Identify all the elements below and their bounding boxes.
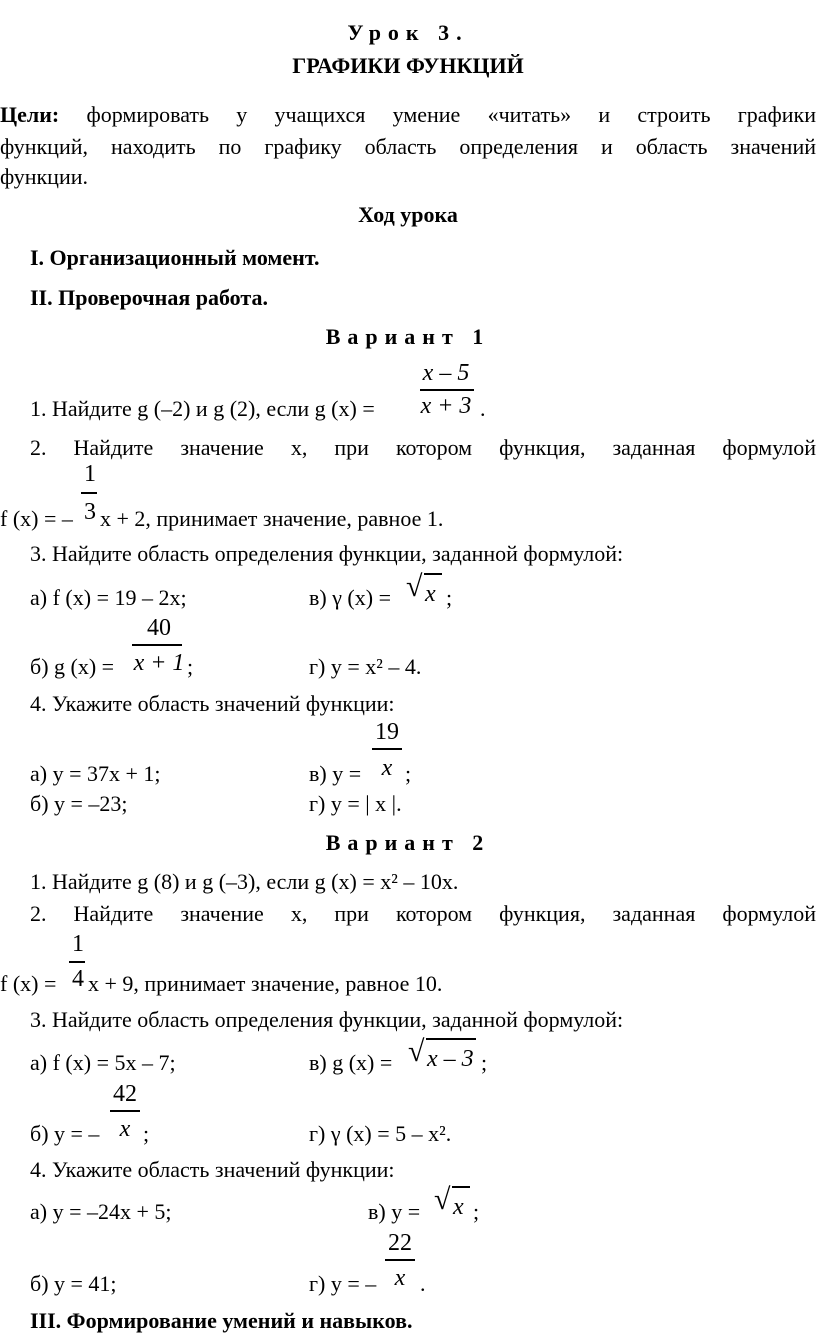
goals-line-1 [0,104,816,126]
v2-task-1: 1. Найдите g (8) и g (–3), если g (x) = x² – 10x. [30,869,459,894]
course-heading: Ход урока [358,202,458,227]
v2-t4-v-end: ; [473,1199,480,1224]
v1-t2-numerator: 1 [84,461,96,487]
v2-t3-v-prefix: в) g (x) = [309,1050,393,1075]
v2-t3-b-fraction-bar [110,1110,140,1112]
v2-t3-b-denominator: x [119,1116,131,1142]
v1-t4-g: г) y = | x |. [309,791,402,816]
v1-task-2: 2. Найдите значение x, при котором функция, заданная формулой [30,435,816,460]
v1-task-1: 1. Найдите g (–2) и g (2), если g (x) = [30,396,375,421]
v2-task-2: 2. Найдите значение x, при котором функция, заданная формулой [30,901,816,926]
v1-t3-v-sqrt-sign: √ [406,570,423,603]
v1-t1-denominator: x + 3 [420,393,472,419]
v2-t3-v-radicand: x – 3 [427,1046,474,1072]
v2-t4-v-sqrt-sign: √ [434,1183,451,1216]
variant-1-heading: Вариант 1 [325,324,491,349]
goals-label: Цели: [0,102,60,127]
v1-t1-end: . [480,396,486,421]
v1-t3-g: г) y = x² – 4. [309,654,422,679]
v2-t3-b-numerator: 42 [113,1081,137,1107]
v2-t4-g-denominator: x [394,1265,406,1291]
v2-t4-g-prefix: г) y = – [309,1271,377,1296]
v2-t4-b: б) y = 41; [30,1271,117,1296]
v2-t4-a: а) y = –24x + 5; [30,1199,172,1224]
v2-t4-v-radicand: x [453,1194,464,1220]
v2-t4-g-end: . [420,1271,426,1296]
v1-t3-b-numerator: 40 [147,615,171,641]
v2-task-3: 3. Найдите область определения функции, заданной формулой: [30,1007,624,1032]
v1-t4-v-denominator: x [381,755,393,781]
v1-t1-fraction-bar [420,389,474,391]
v1-t3-v-sqrt-bar [424,573,442,575]
lesson-number: Урок 3. [347,20,469,45]
v2-t3-v-sqrt-bar [426,1038,476,1040]
v1-t4-b: б) y = –23; [30,791,128,816]
v1-t3-v-end: ; [446,585,453,610]
v1-t4-v-numerator: 19 [375,719,399,745]
stage-2: II. Проверочная работа. [30,285,268,310]
v2-t2-suffix: x + 9, принимает значение, равное 10. [88,971,443,996]
v2-t2-prefix: f (x) = [0,971,57,996]
v2-t3-a: а) f (x) = 5x – 7; [30,1050,176,1075]
v1-t1-numerator: x – 5 [422,360,470,386]
v2-t3-b-end: ; [143,1121,150,1146]
v1-task-3: 3. Найдите область определения функции, заданной формулой: [30,541,624,566]
v2-t3-v-sqrt-sign: √ [408,1035,425,1068]
v1-t3-b-prefix: б) g (x) = [30,654,115,679]
v2-t2-denominator: 4 [72,966,84,992]
goals-line-2: функций, находить по графику область определения и область значений [0,134,816,159]
v1-task-4: 4. Укажите область значений функции: [30,691,395,716]
v1-t3-v-radicand: x [425,581,436,607]
v1-t3-b-end: ; [187,654,194,679]
v2-t3-b-prefix: б) y = – [30,1121,100,1146]
v1-t3-a: а) f (x) = 19 – 2x; [30,585,187,610]
v1-t3-b-denominator: x + 1 [133,650,185,676]
page-title: ГРАФИКИ ФУНКЦИЙ [292,53,524,78]
v2-t4-v-prefix: в) y = [368,1199,421,1224]
v2-t4-g-fraction-bar [385,1259,415,1261]
v1-t3-v-prefix: в) γ (x) = [309,585,391,610]
v1-t2-suffix: x + 2, принимает значение, равное 1. [100,506,444,531]
v2-t4-g-numerator: 22 [388,1230,412,1256]
v2-t4-v-sqrt-bar [452,1186,470,1188]
v1-t4-v-fraction-bar [372,748,402,750]
stage-3: III. Формирование умений и навыков. [30,1308,413,1333]
v1-t4-v-end: ; [405,761,412,786]
v1-t2-prefix: f (x) = – [0,506,73,531]
v2-task-4: 4. Укажите область значений функции: [30,1157,395,1182]
v2-t3-g: г) γ (x) = 5 – x². [309,1121,452,1146]
v2-t3-v-end: ; [481,1050,488,1075]
v2-t2-fraction-bar [69,961,85,963]
stage-1: I. Организационный момент. [30,245,320,270]
v2-t2-numerator: 1 [72,931,84,957]
v1-t2-fraction-bar [81,492,97,494]
variant-2-heading: Вариант 2 [325,830,491,855]
v1-t2-denominator: 3 [84,499,96,525]
v1-t4-v-prefix: в) y = [309,761,362,786]
goals-text-1: формировать у учащихся умение «читать» и строить графики [86,102,816,127]
v1-t4-a: а) y = 37x + 1; [30,761,161,786]
v1-t3-b-fraction-bar [132,644,182,646]
goals-line-3: функции. [0,164,88,189]
